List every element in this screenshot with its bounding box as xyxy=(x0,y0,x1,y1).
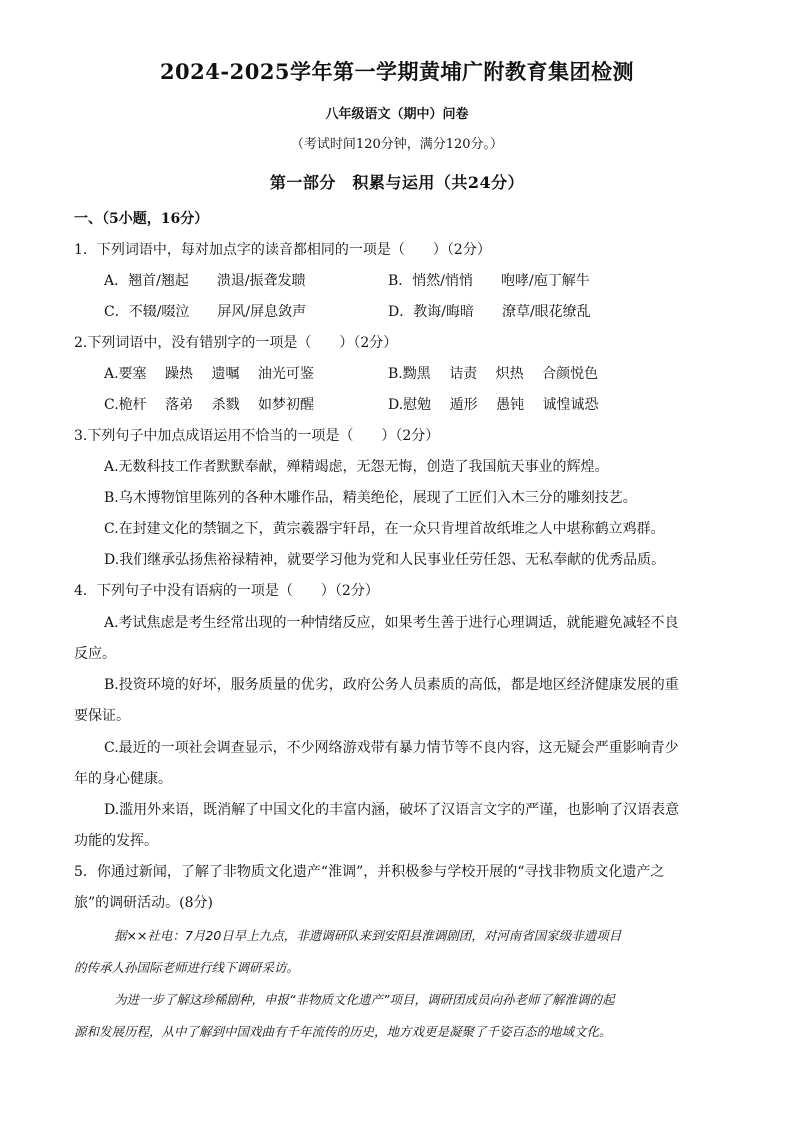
question-3-stem: 3.下列句子中加点成语运用不恰当的一项是（ ）（2分） xyxy=(74,428,440,444)
question-4-option-b: B.投资环境的好坏，服务质量的优劣，政府公务人员素质的高低，都是地区经济健康发展的重 xyxy=(104,677,679,693)
question-4-option-d: D.滥用外来语，既消解了中国文化的丰富内涵，破坏了汉语言文字的严谨，也影响了汉语表意 xyxy=(104,802,680,818)
question-1-stem: 1．下列词语中，每对加点字的读音都相同的一项是（ ）（2分） xyxy=(74,242,491,258)
question-4-option-c-continued: 年的身心健康。 xyxy=(74,771,172,787)
question-4-stem: 4．下列句子中没有语病的一项是（ ）（2分） xyxy=(74,583,379,599)
question-1-option-a: A．翘首/翘起 溃退/振聋发聩 xyxy=(104,273,306,289)
question-2-option-b: B.黝黑 诘责 炽热 合颜悦色 xyxy=(388,366,599,382)
question-1-option-d: D．教诲/晦暗 潦草/眼花缭乱 xyxy=(388,304,591,320)
news-passage-line: 据××社电：7月20日早上九点，非遗调研队来到安阳县淮调剧团，对河南省国家级非遗项目 xyxy=(114,928,622,943)
news-passage-line: 源和发展历程，从中了解到中国戏曲有千年流传的历史，地方戏更是凝聚了千姿百态的地域文化。 xyxy=(74,1024,612,1039)
question-2-option-c: C.桅杆 落弟 杀戮 如梦初醒 xyxy=(104,397,315,413)
question-4-option-c: C.最近的一项社会调查显示，不少网络游戏带有暴力情节等不良内容，这无疑会严重影响青少 xyxy=(104,740,679,756)
question-1-option-b: B．悄然/悄悄 咆哮/庖丁解牛 xyxy=(388,273,590,289)
question-4-option-a: A.考试焦虑是考生经常出现的一种情绪反应，如果考生善于进行心理调适，就能避免减轻不良 xyxy=(104,615,679,631)
page-title: 2024-2025学年第一学期黄埔广附教育集团检测 xyxy=(159,59,635,84)
question-4-option-b-continued: 要保证。 xyxy=(74,708,130,724)
question-4-option-d-continued: 功能的发挥。 xyxy=(74,833,158,849)
section-heading: 一、（5小题，16分） xyxy=(74,211,209,227)
question-4-option-a-continued: 反应。 xyxy=(74,646,116,662)
page-subtitle: 八年级语文（期中）问卷 xyxy=(325,107,469,122)
exam-note: （考试时间120分钟，满分120分。） xyxy=(290,137,504,152)
question-5-stem-continued: 旅”的调研活动。(8分) xyxy=(74,895,213,911)
question-3-option-a: A.无数科技工作者默默奉献，殚精竭虑，无怨无悔，创造了我国航天事业的辉煌。 xyxy=(104,459,609,475)
news-passage-line: 的传承人孙国际老师进行线下调研采访。 xyxy=(74,960,300,975)
question-5-stem: 5．你通过新闻，了解了非物质文化遗产“淮调”，并积极参与学校开展的“寻找非物质文化遗产之 xyxy=(74,864,665,880)
question-2-option-a: A.要塞 躁热 遗嘱 油光可鉴 xyxy=(104,366,314,382)
question-2-stem: 2.下列词语中，没有错别字的一项是（ ）（2分） xyxy=(74,335,398,351)
news-passage-line: 为进一步了解这珍稀剧种，申报“非物质文化遗产”项目，调研团成员向孙老师了解淮调的起 xyxy=(114,992,615,1007)
question-3-option-d: D.我们继承弘扬焦裕禄精神，就要学习他为党和人民事业任劳任怨、无私奉献的优秀品质。 xyxy=(104,552,666,568)
question-2-option-d: D.慰勉 遁形 愚钝 诚惶诚恐 xyxy=(388,397,599,413)
part-title: 第一部分 积累与运用（共24分） xyxy=(269,173,525,192)
question-3-option-c: C.在封建文化的禁锢之下，黄宗羲器宇轩昂，在一众只肯埋首故纸堆之人中堪称鹤立鸡群。 xyxy=(104,521,665,537)
question-3-option-b: B.乌木博物馆里陈列的各种木雕作品，精美绝伦，展现了工匠们入木三分的雕刻技艺。 xyxy=(104,490,637,506)
question-1-option-c: C．不辍/啜泣 屏风/屏息敛声 xyxy=(104,304,307,320)
